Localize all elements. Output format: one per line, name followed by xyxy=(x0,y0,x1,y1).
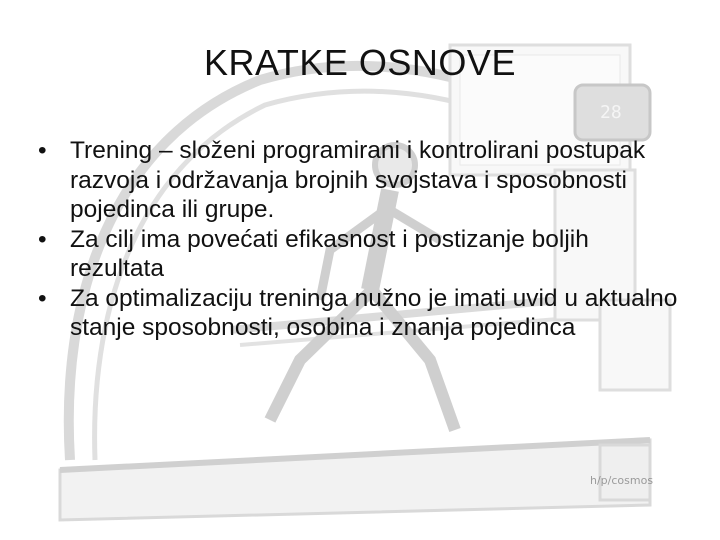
bullet-marker: • xyxy=(38,137,47,164)
bullet-list xyxy=(38,136,678,343)
bullet-marker: • xyxy=(38,284,47,312)
brand-label: h/p/cosmos xyxy=(590,474,654,487)
bullet-text: Za optimalizaciju treninga nužno je imati uvid u aktualno stanje sposobnosti, osobina i znanja pojedinca xyxy=(70,284,678,341)
device-readout: 28 xyxy=(600,102,622,123)
bullet-marker: • xyxy=(38,225,47,253)
bullet-item xyxy=(38,225,678,284)
bullet-text: Trening – složeni programirani i kontrolirani postupak razvoja i održavanja brojnih svojstava i sposobnosti pojedinca ili grupe. xyxy=(70,137,646,223)
slide-title: KRATKE OSNOVE xyxy=(204,42,516,83)
bullet-text: Za cilj ima povećati efikasnost i postizanje boljih rezultata xyxy=(70,225,589,282)
bullet-item xyxy=(38,136,678,225)
bullet-item xyxy=(38,284,678,343)
